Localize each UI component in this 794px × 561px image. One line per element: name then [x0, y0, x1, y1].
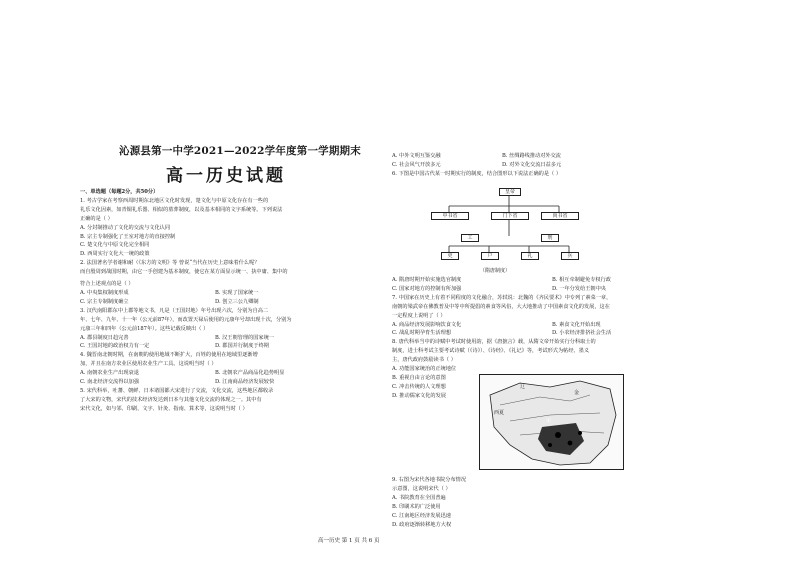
diagram-node: 兵	[561, 252, 579, 260]
question-1	[80, 197, 372, 259]
option: D. 一年分发给王朝中央	[552, 285, 606, 292]
option: A. 中央集权制度形成	[80, 289, 129, 296]
option: B. 实现了国家统一	[215, 289, 259, 296]
option: C. 楚文化与中原文化完全相同	[80, 242, 150, 249]
option: D. 创立三公九卿制	[215, 298, 259, 305]
option: C. 战乱时期孕育生活理想	[392, 330, 451, 337]
exam-header: 沁源县第一中学2021—2022学年度第一学期期末	[119, 145, 361, 157]
left-column	[80, 0, 372, 561]
question-9	[392, 476, 482, 494]
question-3	[80, 307, 372, 352]
diagram-connectors	[419, 188, 589, 276]
question-2	[80, 259, 372, 307]
option: A. 南朝农业生产出现衰退	[80, 370, 139, 377]
option: B. 宗主专制强化了王室对地方的直接控制	[80, 233, 176, 240]
question-4	[80, 351, 372, 387]
option: A. 隋唐时期开始实施选官制度	[392, 277, 462, 283]
diagram-node: 礼	[521, 252, 539, 260]
option: C. 江南地区经济发展迅速	[392, 512, 451, 519]
question-line: 制度，进士科考试主要考试诗赋（《诗》）、《诗经》、《礼记》等，考试形式为帖经、墨义	[392, 348, 590, 355]
diagram-caption: （隋唐制度）	[480, 268, 511, 274]
question-line: 礼乐文化因素，如青铜礼乐器、相似的墓葬制度，以及基本相同的文字系统等。下列说法	[80, 206, 283, 213]
option-row	[392, 285, 718, 294]
question-line: 4. 魏晋南北朝时期，在南朝的使用地域不断扩大，百姓的使用在地域里逐渐增	[80, 352, 258, 359]
option: C. 冲击传统的人文理想	[392, 383, 446, 390]
option: B. 相互牵制避免专权行政	[552, 277, 611, 283]
option: D. 江南商品经济发展较快	[215, 379, 275, 386]
option-row	[392, 161, 718, 170]
government-diagram	[419, 188, 589, 276]
diagram-node: 工	[461, 234, 479, 242]
question-line: 5. 宋代科举，吐蕃、朝鲜、日本诸国都大宋进行了交流，文化交流，这些地区都收录	[80, 387, 274, 394]
option: D. 郡国并行制度于终期	[215, 343, 269, 350]
question-line: 元康三年和四年（公元前187年）。这些记载反映出（ ）	[80, 325, 209, 332]
q5-options	[392, 152, 718, 179]
question-5	[80, 387, 372, 414]
option: D. 西周实行文化大一统的政策	[80, 251, 150, 258]
question-line: 加，并且在南方农业区使用农业生产工具。这说明当时（ ）	[80, 361, 217, 368]
question-line: 7. 中国家在历史上有着不同程度的文化融合，苏轼说：北魏的《齐民要术》中专列了素菜一章，	[392, 294, 612, 301]
question-6-stem: 6. 下图是中国古代某一时期实行的制度，结合图形以下说法正确的是（ ）	[392, 170, 562, 177]
option-row	[392, 152, 718, 161]
option: C. 南北经济交流得以加强	[80, 379, 139, 386]
song-academy-map	[479, 374, 624, 470]
option: B. 重视自由言论的意图	[392, 374, 446, 381]
option: B. 丝绸路线推动对外交流	[502, 153, 561, 159]
option-row	[80, 298, 372, 307]
option: D. 政府逐渐转移地方大权	[392, 521, 452, 528]
question-line: 南朝的梁武帝在佛教普及中等中所提倡的素食等风俗，大大地推动了中国素食文化的发展，这在	[392, 303, 610, 310]
option: B. 印刷术的广泛使用	[392, 503, 441, 510]
map-label: 辽	[520, 384, 526, 390]
section-heading: 一、单选题（每题2分，共50分）	[80, 189, 159, 195]
question-line: 一定程度上说明了（ ）	[392, 312, 446, 319]
diagram-node: 门下省	[491, 212, 529, 220]
question-line: 8. 唐代科举当中的诗赋中考试时使用韵，据《唐摭言》载，从隋文帝开始实行分科取士的	[392, 339, 596, 346]
option: D. 推动儒家文化的发展	[392, 392, 446, 399]
option: C. 国家对地方的控制有所加强	[392, 285, 462, 292]
option: D. 小农经济排挤社会生活	[552, 330, 612, 337]
option-row	[80, 342, 372, 351]
option: C. 王国封地的政治权力有一定	[80, 343, 150, 350]
option: B. 汉王朝管理的国家统一	[215, 334, 274, 341]
diagram-node: 刑	[541, 234, 559, 242]
option: B. 素食文化开始出现	[552, 321, 601, 328]
option: A. 郡县制度日趋完善	[80, 334, 129, 341]
section-one	[80, 188, 372, 414]
option: A. 书院教育在全国普遍	[392, 495, 446, 501]
option: C. 宗主专制制度确立	[80, 298, 129, 305]
option-row	[80, 378, 372, 387]
option: C. 社会风气开放多元	[392, 161, 441, 168]
map-drawing	[480, 375, 623, 469]
map-label: 宋	[546, 418, 552, 424]
page-footer: 高一历史 第 1 页 共 6 页	[318, 538, 380, 544]
option-row	[392, 276, 718, 285]
question-line: 2. 法国著名学者谢和耐（《东方的文明》等 曾说“当代在历史上意味着什么呢？	[80, 260, 260, 267]
diagram-node: 户	[481, 252, 499, 260]
question-line: 宋代文化，如与邻、印刷、文字、针灸、指南、算术等，这说明当时（ ）	[80, 405, 248, 412]
right-column	[392, 0, 718, 561]
option-row	[392, 321, 718, 330]
question-9-options	[392, 494, 482, 530]
diagram-node: 中书省	[431, 212, 469, 220]
option: A. 分封制推动了文化的交流与文化认同	[80, 224, 171, 231]
question-line: 示意图，这说明宋代（ ）	[392, 485, 451, 492]
question-line: 3. 汉代南阳郡东中上郡等地文书，凡是（王国封地）年号出现六次，分别为自高二	[80, 307, 269, 314]
option: A. 中外文明互鉴交融	[392, 153, 441, 159]
question-line: 了大宋的文物，宋代的技术经济发达到日本与其他文化交流的体现之一。其中有	[80, 396, 262, 403]
option-row	[392, 329, 718, 338]
diagram-node: 吏	[441, 252, 459, 260]
map-label: 金	[574, 390, 580, 396]
question-line: 正确的是（ ）	[80, 215, 113, 222]
exam-title: 高一历史试题	[166, 166, 286, 186]
diagram-node-emperor: 皇帝	[499, 188, 521, 196]
question-line: 而自殷周到战国时期，由它一手创建为基本制度，使它在某方面显示统一、执中庸、集中的	[80, 269, 288, 276]
option-row	[80, 369, 372, 378]
option: D. 对外文化交流日益多元	[502, 161, 562, 168]
option-row	[80, 334, 372, 343]
diagram-node: 尚书省	[541, 212, 579, 220]
map-label: 西夏	[494, 410, 505, 416]
option: A. 功能国家统治的正统地位	[392, 366, 457, 373]
question-line: 1. 考古学家在考察西周时期东北地区文化时发现，楚文化与中原文化存在有一些的	[80, 197, 269, 204]
question-line: 9. 右图为宋代各地书院分布情况	[392, 477, 467, 483]
question-line: 符合上述观点的是（ ）	[80, 281, 134, 288]
option-row	[80, 289, 372, 298]
question-line: 年、七年、九年、十一年（公元前87年），而改置天禄后使用的元康年号却出现十次，分别为	[80, 316, 292, 323]
option: B. 北朝农产品商品化趋势明显	[215, 370, 285, 377]
question-line: 主，唐代政府鼓励读书（ ）	[392, 357, 456, 364]
option: A. 商品经济发展影响饮食文化	[392, 321, 462, 328]
